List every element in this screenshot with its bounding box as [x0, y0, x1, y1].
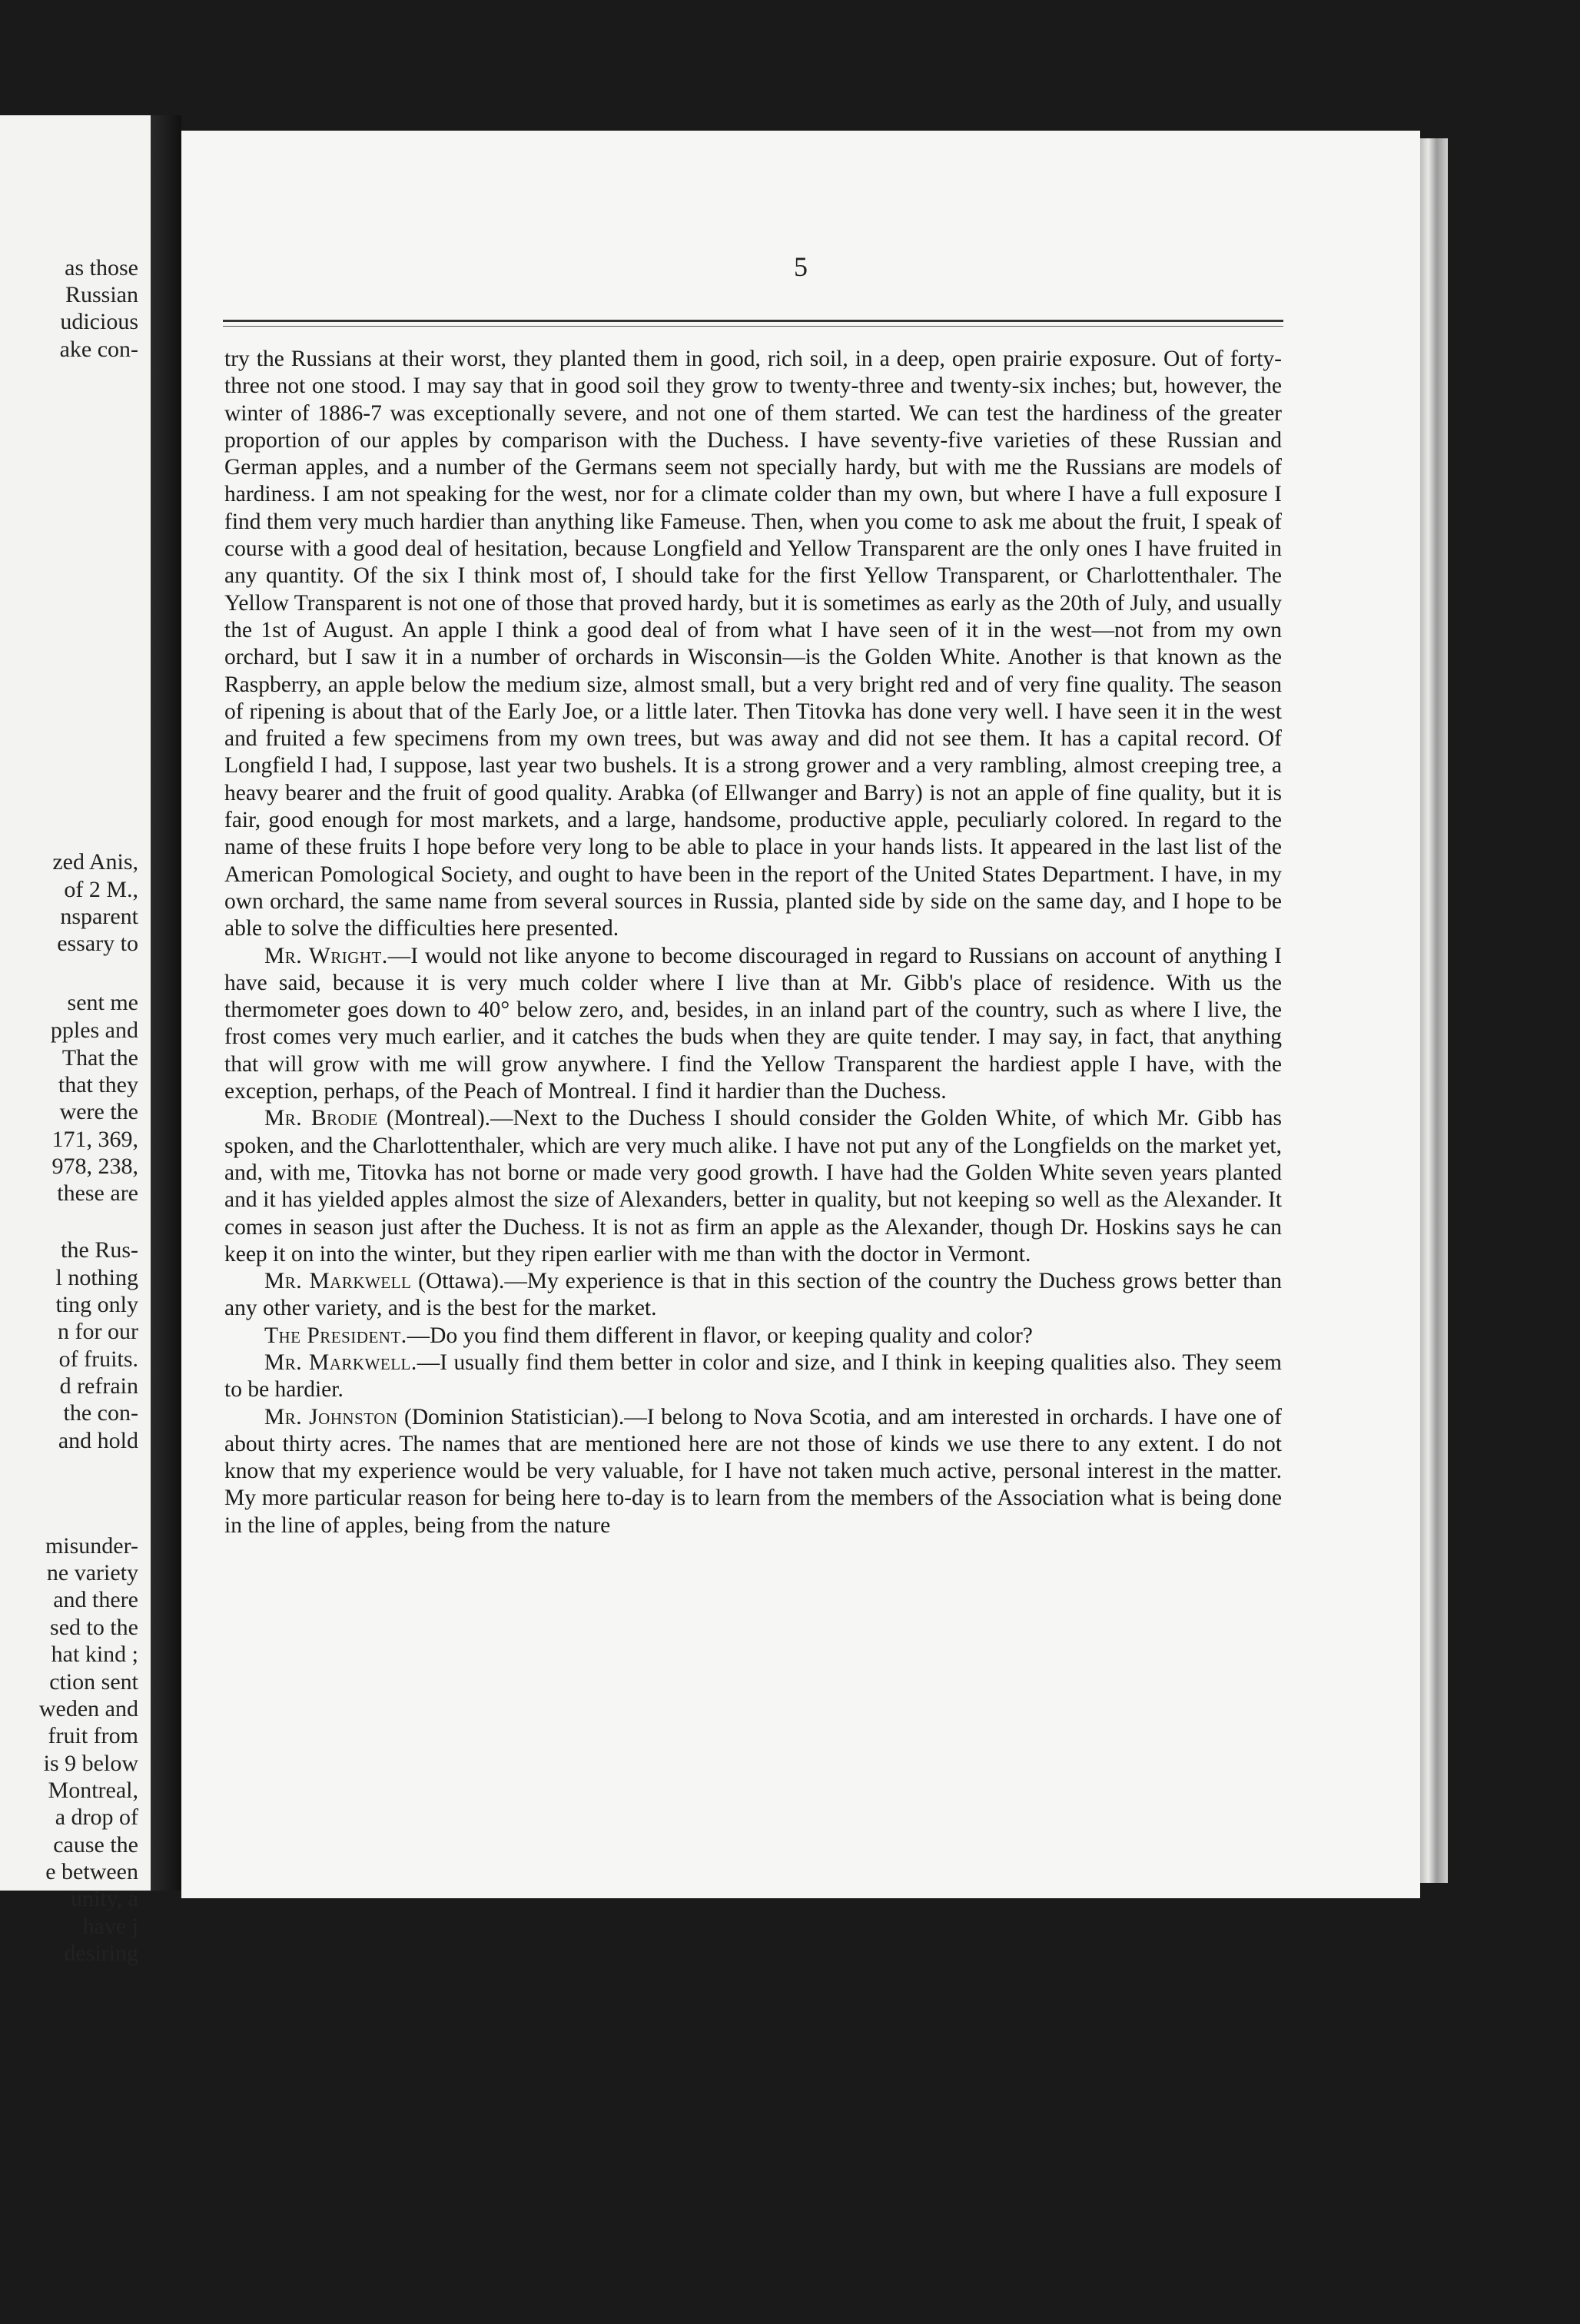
left-page-line-fragment: pples and — [50, 1018, 138, 1043]
right-page — [181, 131, 1420, 1898]
left-page-line-fragment: sent me — [67, 990, 138, 1015]
speaker-name: Mr. Johnston — [264, 1404, 398, 1429]
left-page-line-fragment: hat kind ; — [51, 1642, 138, 1667]
paragraph-text: —I usually find them better in color and size, and I think in keeping qualities also. They seem to be hardier. — [224, 1350, 1282, 1403]
book-gutter — [151, 115, 181, 1891]
left-page-line-fragment: zed Anis, — [52, 849, 138, 875]
paragraph — [224, 1323, 1282, 1350]
left-page-line-fragment: the Rus- — [61, 1237, 138, 1263]
speaker-name: Mr. Markwell — [264, 1269, 412, 1294]
page-edges — [1420, 138, 1448, 1883]
paragraph — [224, 346, 1282, 943]
body-text — [224, 346, 1282, 1539]
left-page-line-fragment: l nothing — [55, 1265, 138, 1290]
paragraph-text: —I would not like anyone to become discouraged in regard to Russians on account of anything I have said, because it is very much colder where I live than at Mr. Gibb's place of residence. With us the thermometer goes down to 40° below zero, and, besides, in an inland part of the country, such as where I live, the frost comes very much earlier, and it catches the buds when they are quite tender. I may say, in fact, that anything that will grow with me will grow anywhere. I find the Yellow Transparent the hardiest apple I have, with the exception, perhaps, of the Peach of Montreal. I find it hardier than the Duchess. — [224, 943, 1282, 1104]
left-page-line-fragment: have j — [82, 1914, 138, 1939]
header-rule-thick — [223, 320, 1283, 322]
left-page-line-fragment: ction sent — [49, 1669, 138, 1695]
left-page-line-fragment: of fruits. — [58, 1346, 138, 1372]
paragraph — [224, 1268, 1282, 1323]
left-page-line-fragment: ake con- — [59, 337, 138, 362]
speaker-name: Mr. Markwell. — [264, 1350, 417, 1375]
left-page-line-fragment: desiring — [64, 1941, 138, 1966]
left-page-line-fragment: essary to — [57, 931, 138, 956]
left-page-line-fragment: the con- — [63, 1400, 138, 1426]
left-page-line-fragment: is 9 below — [43, 1751, 138, 1776]
paragraph-text: try the Russians at their worst, they planted them in good, rich soil, in a deep, open prairie exposure. Out of forty-three not one stood. I may say that in good soil they grow to twenty-three and twenty-six inches; but, however, the winter of 1886-7 was exceptionally severe, and not one of them started. We can test the hardiness of the greater proportion of our apples by comparison with the Duchess. I have seventy-five varieties of these Russian and German apples, and a number of the Germans seem not specially hardy, but with me the Russians are models of hardiness. I am not speaking for the west, nor for a climate colder than my own, but where I have a full exposure I find them very much hardier than anything like Fameuse. Then, when you come to ask me about the fruit, I speak of course with a good deal of hesitation, because Longfield and Yellow Transparent are the only ones I have fruited in any quantity. Of the six I think most of, I should take for the first Yellow Transparent, or Charlottenthaler. The Yellow Transparent is not one of those that proved hardy, but it is sometimes as early as the 20th of July, and usually the 1st of August. An apple I think a good deal of from what I have seen of it in the west—not from my own orchard, but I saw it in a number of orchards in Wisconsin—is the Golden White. Another is that known as the Raspberry, an apple below the medium size, almost small, but a very bright red and of very fine quality. The season of ripening is about that of the Early Joe, or a little later. Then Titovka has done very well. I have seen it in the west and fruited a few specimens from my own trees, but was away and did not see them. It has a capital record. Of Longfield I had, I suppose, last year two bushels. It is a strong grower and a very rambling, almost creeping tree, a heavy bearer and the fruit of good quality. Arabka (of Ellwanger and Barry) is not an apple of fine quality, but it is fair, good enough for most markets, and a large, handsome, productive apple, peculiarly colored. In regard to the name of these fruits I hope before very long to be able to place in your hands lists. It appeared in the last list of the American Pomological Society, and ought to have been in the report of the United States Department. I have, in my own orchard, the same name from several sources in Russia, planted side by side on the same day, and I hope to be able to solve the difficulties here presented. — [224, 347, 1282, 941]
speaker-name: Mr. Brodie — [264, 1106, 378, 1131]
left-page-line-fragment: e between — [45, 1859, 138, 1884]
left-page-line-fragment: as those — [65, 255, 138, 281]
left-page-line-fragment: cause the — [53, 1832, 138, 1858]
left-page-line-fragment: these are — [57, 1180, 138, 1206]
left-page-line-fragment: and there — [53, 1587, 138, 1612]
paragraph — [224, 1350, 1282, 1404]
left-page-line-fragment: nsparent — [60, 904, 138, 929]
paragraph — [224, 1105, 1282, 1268]
left-page-line-fragment: ne variety — [46, 1560, 138, 1585]
left-page-line-fragment: a drop of — [55, 1804, 138, 1830]
paragraph — [224, 943, 1282, 1106]
left-page-line-fragment: that they — [58, 1072, 138, 1097]
paragraph-text: —Do you find them different in flavor, or keeping quality and color? — [407, 1323, 1033, 1348]
paragraph-text: (Dominion Statistician).—I belong to Nova Scotia, and am interested in orchards. I have one of about thirty acres. The names that are mentioned here are not those of kinds we use there to any extent. I do not know that my experience would be very valuable, for I have not taken much active, personal interest in the matter. My more particular reason for being here to-day is to learn from the members of the Association what is being done in the line of apples, being from the nature — [224, 1404, 1282, 1538]
left-page-line-fragment: d refrain — [59, 1373, 138, 1399]
paragraph-text: (Ottawa).—My experience is that in this section of the country the Duchess grows better than any other variety, and is the best for the market. — [224, 1269, 1283, 1321]
left-page-line-fragment: of 2 M., — [64, 877, 138, 902]
left-page-line-fragment: fruit from — [48, 1723, 138, 1748]
left-page-line-fragment: n for our — [58, 1319, 138, 1344]
header-rule-thin — [223, 326, 1283, 327]
speaker-name: Mr. Wright. — [264, 943, 388, 968]
left-facing-page — [0, 115, 153, 1966]
left-page-line-fragment: sed to the — [50, 1615, 138, 1640]
left-page-line-fragment: udicious — [60, 309, 138, 334]
left-page-line-fragment: unity, a — [70, 1886, 138, 1911]
page-number: 5 — [794, 251, 808, 282]
paragraph — [224, 1404, 1282, 1539]
left-page-line-fragment: 978, 238, — [51, 1154, 138, 1179]
left-page-line-fragment: That the — [61, 1045, 138, 1071]
left-page-line-fragment: were the — [59, 1099, 138, 1124]
left-page-line-fragment: misunder- — [45, 1533, 138, 1559]
left-page-line-fragment: and hold — [58, 1428, 138, 1453]
paragraph-text: (Montreal).—Next to the Duchess I should consider the Golden White, of which Mr. Gibb has spoken, and the Charlottenthaler, which are very much alike. I have not put any of the Longfields on the market yet, and, with me, Titovka has not borne or made very good growth. I have had the Golden White seven years planted and it has yielded apples almost the size of Alexanders, better in quality, but not keeping so well as the Alexander. It comes in season just after the Duchess. It is not as firm an apple as the Alexander, though Dr. Hoskins says he can keep it on into the winter, but they ripen earlier with me than with the doctor in Vermont. — [224, 1106, 1282, 1267]
speaker-name: The President. — [264, 1323, 407, 1348]
left-page-line-fragment: 171, 369, — [51, 1127, 138, 1152]
left-page-line-fragment: Montreal, — [48, 1778, 138, 1803]
left-page-line-fragment: ting only — [55, 1292, 138, 1317]
left-page-line-fragment: Russian — [65, 282, 138, 307]
left-page-line-fragment: weden and — [38, 1696, 138, 1721]
